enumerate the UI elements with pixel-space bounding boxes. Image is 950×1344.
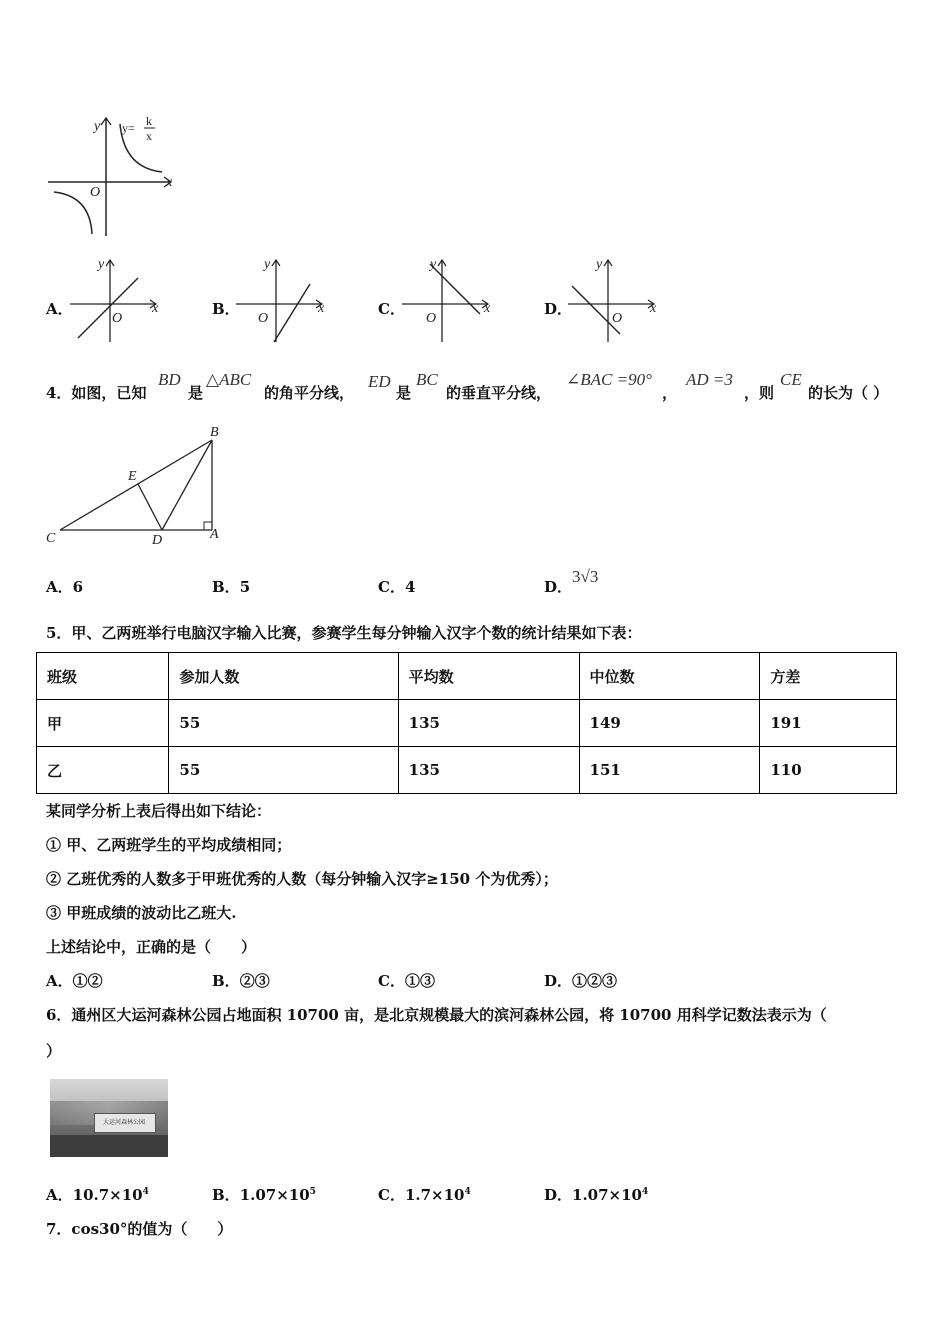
segment-cb xyxy=(60,440,212,530)
point-c: C xyxy=(46,531,56,546)
header-class: 班级 xyxy=(37,653,169,700)
svg-text:x: x xyxy=(650,301,657,316)
segment-ed xyxy=(138,484,162,530)
q4-triangle-figure xyxy=(40,420,250,555)
q3-option-a-graph xyxy=(70,254,170,344)
q5-option-d[interactable]: D．①②③ xyxy=(544,972,618,990)
header-mean: 平均数 xyxy=(398,653,579,700)
q4-tail: 的长为（ ） xyxy=(808,384,889,402)
svg-text:x: x xyxy=(318,301,325,316)
park-photo xyxy=(50,1079,168,1157)
q3-option-b-letter[interactable]: B． xyxy=(212,300,240,318)
q4-ce: CE xyxy=(780,370,802,389)
svg-text:O: O xyxy=(612,311,623,326)
svg-text:y: y xyxy=(430,257,437,272)
q4-bc: BC xyxy=(416,370,438,389)
q5-question: 上述结论中，正确的是（ ） xyxy=(46,938,257,956)
q5-stem: 5．甲、乙两班举行电脑汉字输入比赛，参赛学生每分钟输入汉字个数的统计结果如下表： xyxy=(46,624,642,642)
svg-text:x: x xyxy=(152,301,159,316)
header-variance: 方差 xyxy=(760,653,897,700)
svg-text:y: y xyxy=(98,257,105,272)
q4-option-d-value: 3√3 xyxy=(572,567,599,586)
q5-analysis: 某同学分析上表后得出如下结论： xyxy=(46,802,272,820)
q6-option-d[interactable]: D．$1.07\times 10^4$ xyxy=(544,1186,649,1204)
table-row: 乙 55 135 151 110 xyxy=(37,747,897,794)
q5-conclusion-3: ③ 甲班成绩的波动比乙班大. xyxy=(46,904,237,922)
q4-ze: ，则 xyxy=(744,384,775,402)
q5-option-b[interactable]: B．②③ xyxy=(212,972,270,990)
q4-shi2: 是 xyxy=(396,384,412,402)
q3-option-b-graph xyxy=(236,254,336,344)
q6-option-b[interactable]: B．$1.07\times 10^5$ xyxy=(212,1186,316,1204)
q5-option-a[interactable]: A．①② xyxy=(46,972,103,990)
option-b-line xyxy=(274,284,310,342)
axis-x-label: x xyxy=(166,175,173,190)
origin-label: O xyxy=(90,185,101,200)
table-header-row xyxy=(37,653,897,700)
point-d: D xyxy=(152,533,163,548)
svg-text:O: O xyxy=(112,311,123,326)
point-e: E xyxy=(128,469,137,484)
svg-text:O: O xyxy=(258,311,269,326)
q3-hyperbola-graph xyxy=(40,112,180,242)
svg-text:x: x xyxy=(484,301,491,316)
q5-option-c[interactable]: C．①③ xyxy=(378,972,435,990)
q6-stem-end: ） xyxy=(46,1042,62,1060)
q4-ad: AD =3 xyxy=(686,370,733,389)
svg-text:y: y xyxy=(264,257,271,272)
park-sign-text: 大运河森林公园 xyxy=(102,1119,145,1126)
q6-stem: 6．通州区大运河森林公园占地面积 10700 亩，是北京规模最大的滨河森林公园，将 10700 用科学记数法表示为（ xyxy=(46,1006,827,1024)
header-median: 中位数 xyxy=(579,653,760,700)
q7-stem: 7．cos30°的值为（ ） xyxy=(46,1220,233,1238)
q6-option-c[interactable]: C．$1.7\times 10^4$ xyxy=(378,1186,471,1204)
q4-option-d[interactable]: D．3√3 xyxy=(544,567,599,596)
table-row: 甲 55 135 149 191 xyxy=(37,700,897,747)
segment-bd xyxy=(162,440,212,530)
q4-comma: ， xyxy=(662,384,678,402)
q5-conclusion-2: ② 乙班优秀的人数多于甲班优秀的人数（每分钟输入汉字≥150 个为优秀）； xyxy=(46,870,558,888)
q4-option-c[interactable]: C．4 xyxy=(378,578,416,596)
q4-bd: BD xyxy=(158,370,181,389)
hyperbola-branch-3 xyxy=(54,192,92,234)
q3-option-d-graph xyxy=(568,254,668,344)
q4-number: 4．如图，已知 xyxy=(46,384,147,402)
q3-option-c-graph xyxy=(402,254,502,344)
q4-ed: ED xyxy=(368,372,391,391)
q5-conclusion-1: ① 甲、乙两班学生的平均成绩相同； xyxy=(46,836,292,854)
option-a-line xyxy=(78,278,138,338)
function-k: k xyxy=(146,114,152,128)
function-label: y= xyxy=(122,121,135,135)
q4-shi1: 是 xyxy=(188,384,204,402)
q4-stem xyxy=(46,368,926,404)
q4-triangle-abc: △ABC xyxy=(206,370,252,389)
axis-y-label: y xyxy=(94,119,101,134)
q3-option-d-letter[interactable]: D． xyxy=(544,300,573,318)
q4-chuizhi: 的垂直平分线， xyxy=(446,384,552,402)
q3-option-a-letter[interactable]: A． xyxy=(46,300,73,318)
function-x: x xyxy=(146,129,152,143)
q3-option-c-letter[interactable]: C． xyxy=(378,300,405,318)
q4-option-b[interactable]: B．5 xyxy=(212,578,251,596)
q5-stats-table xyxy=(36,652,897,794)
q4-jiao: 的角平分线， xyxy=(264,384,355,402)
q6-option-a[interactable]: A．$10.7\times 10^4$ xyxy=(46,1186,149,1204)
option-c-line xyxy=(430,264,480,314)
option-d-line xyxy=(572,286,623,334)
header-participants: 参加人数 xyxy=(169,653,398,700)
q4-option-a[interactable]: A．6 xyxy=(46,578,84,596)
svg-text:y: y xyxy=(596,257,603,272)
point-a: A xyxy=(210,527,219,542)
svg-text:O: O xyxy=(426,311,437,326)
q4-angle: ∠BAC =90° xyxy=(566,370,652,389)
point-b: B xyxy=(210,425,219,440)
